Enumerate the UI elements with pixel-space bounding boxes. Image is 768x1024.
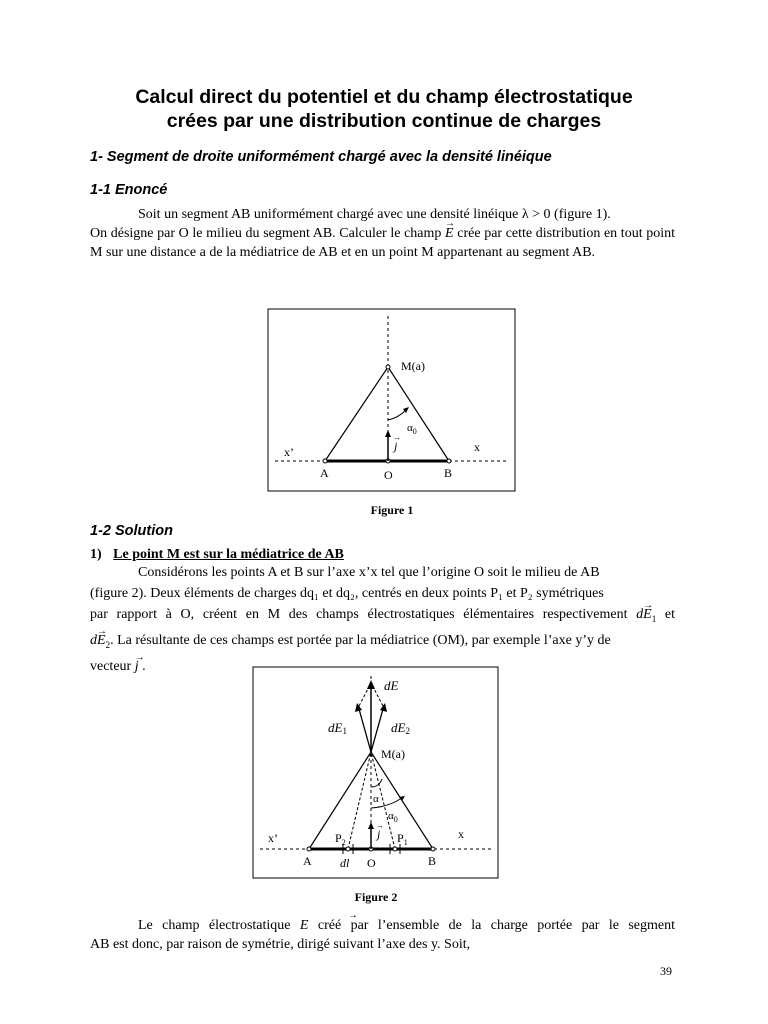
enonce-paragraph xyxy=(90,205,675,262)
enonce-line-1: Soit un segment AB uniformément chargé avec une densité linéique λ > 0 (figure 1). xyxy=(138,207,611,222)
vector-E: → E xyxy=(445,226,454,241)
label-o: O xyxy=(367,856,376,870)
figure-2 xyxy=(252,666,500,880)
label-j: j xyxy=(394,439,398,453)
label-xprime: x’ xyxy=(284,445,294,459)
label-dE: dE xyxy=(384,678,399,693)
label-p1: $P_1$ xyxy=(397,831,408,847)
solution-line-2: (figure 2). Deux éléments de charges dq₁ et dq₂, centrés en deux points P₁ et P₂ symétriques xyxy=(90,586,604,601)
label-j: j xyxy=(377,827,381,841)
solution-line-4: $d\to E_2$. La résultante de ces champs est portée par la médiatrice (OM), par exemple l’axe y’y de xyxy=(90,630,675,656)
vector-j: → j xyxy=(135,659,139,674)
solution-paragraph xyxy=(90,562,675,677)
label-a: A xyxy=(320,466,329,480)
enonce-line-2: On désigne par O le milieu du segment AB. Calculer le champ → E crée par cette distribution en tout point M sur une distance a de la médiatrice de AB et en un point M appartenant au segment AB. xyxy=(90,224,675,262)
j-arrow-mark: → xyxy=(393,433,401,442)
label-alpha0: $\alpha_0$ xyxy=(388,810,398,824)
page-number: 39 xyxy=(660,964,672,978)
page-title-line-1: Calcul direct du potentiel et du champ électrostatique xyxy=(135,86,633,108)
label-m: M(a) xyxy=(381,747,405,761)
j-arrow-mark: → xyxy=(376,821,384,830)
label-dE2: dE2 xyxy=(391,720,410,736)
figure-1 xyxy=(267,308,517,493)
conclusion-paragraph xyxy=(90,916,675,954)
label-x: x xyxy=(458,827,464,841)
solution-line-3: par rapport à O, créent en M des champs électrostatiques élémentaires respectivement $d\to E_1$ et xyxy=(90,604,675,630)
vector-dE2: → E xyxy=(97,633,106,648)
label-m: M(a) xyxy=(401,359,425,373)
label-alpha0: $\alpha_0$ xyxy=(407,422,417,436)
solution-line-5: vecteur → j . xyxy=(90,656,675,677)
section-heading-1: 1- Segment de droite uniformément chargé avec la densité linéique xyxy=(90,149,552,165)
label-alpha: α xyxy=(373,793,379,805)
label-b: B xyxy=(428,854,437,868)
subsection-heading-enonce: 1-1 Enoncé xyxy=(90,182,168,198)
item-1-number: 1) xyxy=(90,547,102,562)
label-dE1: dE1 xyxy=(328,720,347,736)
page-title-line-2: crées par une distribution continue de charges xyxy=(166,110,602,132)
figure-2-caption: Figure 2 xyxy=(354,890,398,904)
label-o: O xyxy=(384,468,393,482)
conclusion-line-2: AB est donc, par raison de symétrie, dirigé suivant l’axe des y. Soit, xyxy=(90,937,471,952)
label-dl: dl xyxy=(340,856,350,870)
solution-line-1: Considérons les points A et B sur l’axe x’x tel que l’origine O soit le milieu de AB xyxy=(138,565,600,580)
vector-dE1: → E xyxy=(643,607,652,622)
item-1-title: Le point M est sur la médiatrice de AB xyxy=(113,547,344,562)
label-x: x xyxy=(474,440,480,454)
label-b: B xyxy=(444,466,453,480)
figure-1-caption: Figure 1 xyxy=(370,503,414,517)
label-a: A xyxy=(303,854,312,868)
label-p2: $P_2$ xyxy=(335,831,346,847)
vector-E: → E xyxy=(300,918,309,933)
label-xprime: x’ xyxy=(268,831,278,845)
subsection-heading-solution: 1-2 Solution xyxy=(90,523,173,539)
conclusion-line-1: Le champ électrostatique → E créé par l’ensemble de la charge portée par le segment xyxy=(90,916,675,935)
